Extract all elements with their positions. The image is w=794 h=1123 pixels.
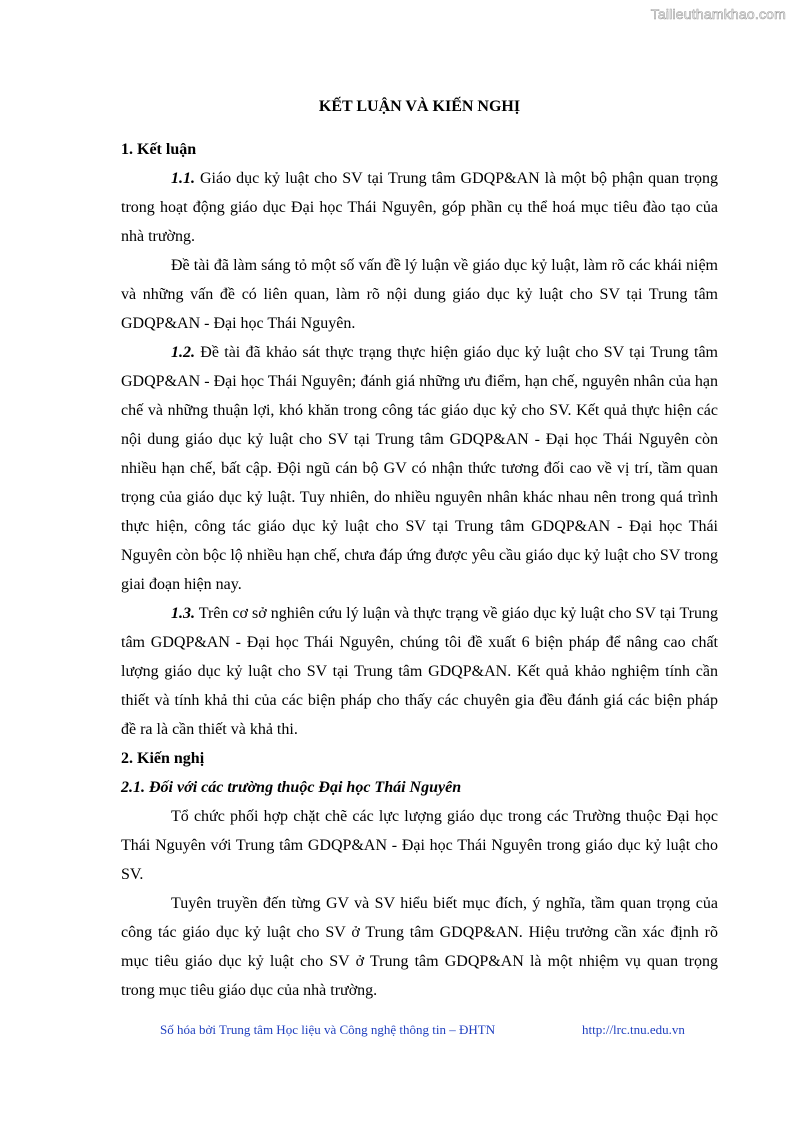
- paragraph-text: Giáo dục kỷ luật cho SV tại Trung tâm GDQP&AN là một bộ phận quan trọng trong hoạt động giáo dục Đại học Thái Nguyên, góp phần cụ thể hoá mục tiêu đào tạo của nhà trường.: [121, 170, 718, 245]
- section-heading-conclusion: 1. Kết luận: [121, 141, 197, 158]
- paragraph-1-1-continued: Đề tài đã làm sáng tỏ một số vấn đề lý luận về giáo dục kỷ luật, làm rõ các khái niệm và những vấn đề có liên quan, làm rõ nội dung giáo dục kỷ luật cho SV tại Trung tâm GDQP&AN - Đại học Thái Nguyên.: [121, 257, 718, 332]
- paragraph-number: 1.2.: [171, 344, 195, 361]
- paragraph-text: Đề tài đã khảo sát thực trạng thực hiện giáo dục kỷ luật cho SV tại Trung tâm GDQP&AN - Đại học Thái Nguyên; đánh giá những ưu điểm, hạn chế, nguyên nhân của hạn chế và những thuận lợi, khó khăn trong công tác giáo dục kỷ cho SV. Kết quả thực hiện các nội dung giáo dục kỷ luật cho SV tại Trung tâm GDQP&AN - Đại học Thái Nguyên còn nhiều hạn chế, bất cập. Đội ngũ cán bộ GV có nhận thức tương đối cao về vị trí, tầm quan trọng của giáo dục kỷ luật. Tuy nhiên, do nhiều nguyên nhân khác nhau nên trong quá trình thực hiện, công tác giáo dục kỷ luật cho SV tại Trung tâm GDQP&AN - Đại học Thái Nguyên còn bộc lộ nhiều hạn chế, chưa đáp ứng được yêu cầu giáo dục kỷ luật cho SV trong giai đoạn hiện nay.: [121, 344, 718, 593]
- paragraph-text: Trên cơ sở nghiên cứu lý luận và thực trạng về giáo dục kỷ luật cho SV tại Trung tâm GDQP&AN - Đại học Thái Nguyên, chúng tôi đề xuất 6 biện pháp để nâng cao chất lượng giáo dục kỷ luật cho SV tại Trung tâm GDQP&AN. Kết quả khảo nghiệm tính cần thiết và tính khả thi của các biện pháp cho thấy các chuyên gia đều đánh giá các biện pháp đề ra là cần thiết và khả thi.: [121, 605, 718, 738]
- paragraph-1-1: [121, 164, 718, 251]
- paragraph-number: 1.1.: [171, 170, 195, 187]
- paragraph-number: 1.3.: [171, 605, 195, 622]
- paragraph-2-1-b: Tuyên truyền đến từng GV và SV hiểu biết mục đích, ý nghĩa, tầm quan trọng của công tác giáo dục kỷ luật cho SV ở Trung tâm GDQP&AN. Hiệu trưởng cần xác định rõ mục tiêu giáo dục kỷ luật cho SV ở Trung tâm GDQP&AN là một nhiệm vụ quan trọng trong mục tiêu giáo dục của nhà trường.: [121, 895, 718, 999]
- footer-url-link[interactable]: http://lrc.tnu.edu.vn: [582, 1022, 685, 1037]
- subsection-heading-2-1: 2.1. Đối với các trường thuộc Đại học Thái Nguyên: [121, 779, 462, 796]
- watermark-text: Tailieuthamkhao.com: [650, 6, 786, 22]
- section-heading-recommendations: 2. Kiến nghị: [121, 750, 205, 767]
- paragraph-1-2: [121, 338, 718, 599]
- paragraph-2-1-a: Tổ chức phối hợp chặt chẽ các lực lượng giáo dục trong các Trường thuộc Đại học Thái Nguyên với Trung tâm GDQP&AN - Đại học Thái Nguyên trong giáo dục kỷ luật cho SV.: [121, 808, 718, 883]
- footer-digitized-by: Số hóa bởi Trung tâm Học liệu và Công nghệ thông tin – ĐHTN: [160, 1022, 496, 1037]
- paragraph-1-3: [121, 599, 718, 744]
- document-body: [121, 92, 718, 1005]
- page-title: KẾT LUẬN VÀ KIẾN NGHỊ: [318, 98, 521, 115]
